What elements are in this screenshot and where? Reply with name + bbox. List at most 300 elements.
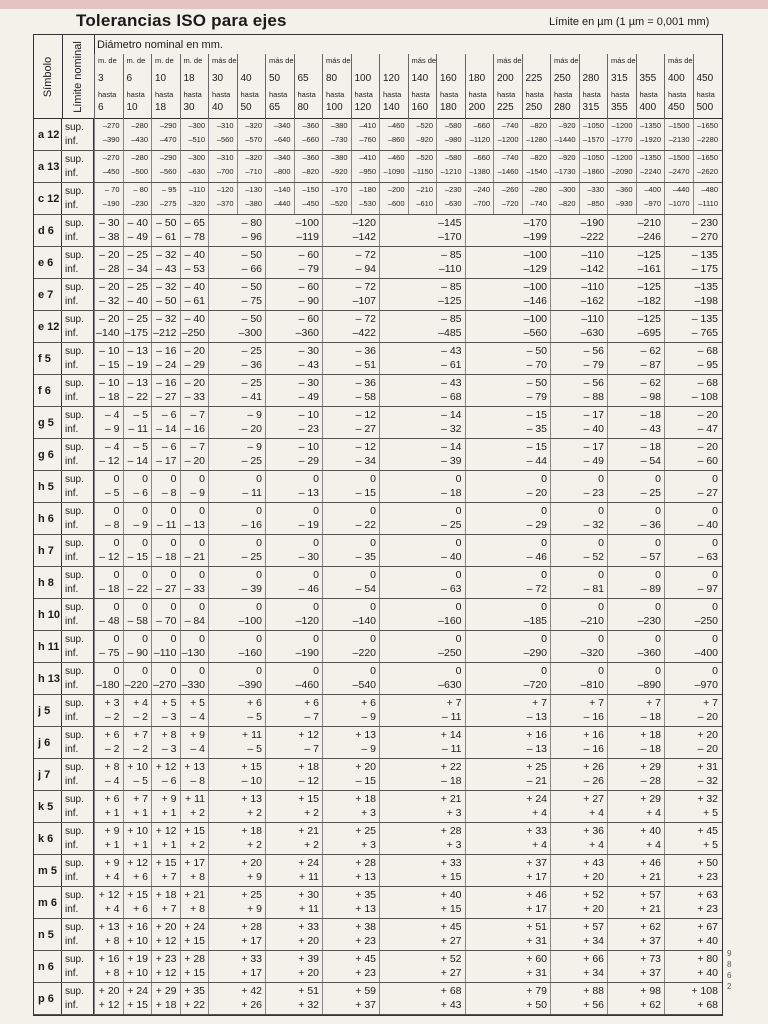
upper-deviation-value: 0 <box>370 600 376 613</box>
upper-deviation-value: –820 <box>530 120 547 130</box>
lower-deviation-value: –170 <box>438 231 462 243</box>
lower-deviation-value: –1210 <box>440 167 462 176</box>
lower-deviation-value: –160 <box>438 615 462 627</box>
lower-deviation-value: – 32 <box>441 423 462 435</box>
lower-deviation-value: + 15 <box>184 935 205 947</box>
upper-deviation-value: –1350 <box>640 120 661 130</box>
lower-deviation-value: – 75 <box>241 295 262 307</box>
lower-limit-label: inf. <box>65 519 79 531</box>
lower-deviation-value: + 20 <box>298 935 319 947</box>
upper-deviation-value: + 45 <box>355 952 376 965</box>
lower-deviation-value: –1540 <box>526 167 547 176</box>
lower-deviation-value: + 12 <box>155 935 177 947</box>
upper-deviation-value: –820 <box>530 152 547 162</box>
lower-deviation-value: –129 <box>523 263 547 275</box>
table-row <box>34 887 722 919</box>
upper-deviation-value: + 7 <box>532 696 547 709</box>
lower-deviation-value: – 43 <box>640 423 661 435</box>
upper-deviation-value: + 29 <box>155 984 177 997</box>
column-to-value: 355 <box>611 102 628 113</box>
lower-limit-label: inf. <box>65 807 79 819</box>
table-row <box>34 375 722 407</box>
upper-deviation-value: –660 <box>473 152 490 162</box>
lower-deviation-value: + 20 <box>298 967 319 979</box>
lower-deviation-value: – 17 <box>156 455 177 467</box>
lower-limit-label: inf. <box>65 647 79 659</box>
upper-deviation-value: + 24 <box>184 920 205 933</box>
lower-deviation-value: –730 <box>330 135 348 144</box>
upper-deviation-value: + 7 <box>133 792 148 805</box>
lower-deviation-value: – 88 <box>583 391 604 403</box>
lower-limit-label: inf. <box>65 295 79 307</box>
diameter-column <box>693 54 722 119</box>
upper-deviation-value: –100 <box>295 216 319 229</box>
upper-deviation-value: –440 <box>672 184 690 194</box>
lower-deviation-value: + 2 <box>190 807 205 819</box>
upper-deviation-value: – 32 <box>156 312 177 325</box>
upper-deviation-value: + 29 <box>640 792 661 805</box>
upper-deviation-value: 0 <box>598 632 604 645</box>
column-from-value: 100 <box>354 73 372 84</box>
upper-limit-label: sup. <box>65 345 84 357</box>
lower-deviation-value: –140 <box>96 327 120 339</box>
upper-deviation-value: + 6 <box>104 792 120 805</box>
lower-deviation-value: + 31 <box>526 935 547 947</box>
upper-limit-label: sup. <box>65 153 84 165</box>
upper-limit-label: sup. <box>65 313 84 325</box>
lower-deviation-value: – 22 <box>355 519 376 531</box>
upper-deviation-value: + 4 <box>133 696 148 709</box>
upper-deviation-value: 0 <box>598 504 604 517</box>
upper-limit-label: sup. <box>65 889 84 901</box>
lower-deviation-value: –570 <box>245 135 262 144</box>
upper-deviation-value: + 12 <box>127 856 148 869</box>
tolerance-symbol: h 5 <box>38 480 54 493</box>
upper-deviation-value: + 13 <box>98 920 120 933</box>
lower-deviation-value: – 2 <box>104 743 120 755</box>
upper-deviation-value: + 40 <box>440 888 462 901</box>
lower-deviation-value: –860 <box>387 135 405 144</box>
lower-deviation-value: –130 <box>181 647 205 659</box>
upper-deviation-value: + 45 <box>697 824 718 837</box>
upper-deviation-value: – 9 <box>247 440 262 453</box>
upper-deviation-value: 0 <box>598 472 604 485</box>
column-from-value: 400 <box>668 73 685 84</box>
lower-deviation-value: –1200 <box>497 135 519 144</box>
lower-deviation-value: + 17 <box>241 935 262 947</box>
lower-deviation-value: –300 <box>238 327 262 339</box>
upper-deviation-value: + 25 <box>355 824 376 837</box>
upper-deviation-value: 0 <box>598 664 604 677</box>
lower-deviation-value: – 33 <box>184 391 205 403</box>
upper-limit-label: sup. <box>65 793 84 805</box>
column-from-value: 140 <box>411 73 429 84</box>
lower-deviation-value: –850 <box>587 199 604 208</box>
upper-deviation-value: 0 <box>370 664 376 677</box>
table-row <box>34 855 722 887</box>
column-to-value: 280 <box>554 102 571 113</box>
lower-deviation-value: – 5 <box>247 711 262 723</box>
upper-deviation-value: – 12 <box>355 408 376 421</box>
upper-deviation-value: 0 <box>598 600 604 613</box>
limit-labels-cell <box>62 887 94 918</box>
tolerance-symbol: a 13 <box>38 160 60 173</box>
upper-deviation-value: –1500 <box>668 152 690 162</box>
lower-deviation-value: –560 <box>523 327 547 339</box>
upper-deviation-value: –270 <box>102 120 120 130</box>
column-to-label: hasta <box>269 90 288 99</box>
upper-deviation-value: –100 <box>523 248 547 261</box>
lower-deviation-value: –380 <box>245 199 262 208</box>
lower-deviation-value: – 66 <box>241 263 262 275</box>
table-row <box>34 343 722 375</box>
lower-deviation-value: – 61 <box>441 359 462 371</box>
tolerance-symbol-cell <box>34 695 62 726</box>
lower-deviation-value: – 23 <box>583 487 604 499</box>
lower-deviation-value: – 19 <box>298 519 319 531</box>
upper-deviation-value: –110 <box>188 184 205 194</box>
lower-deviation-value: + 4 <box>104 871 120 883</box>
lower-deviation-value: – 63 <box>441 583 462 595</box>
upper-deviation-value: + 17 <box>184 856 205 869</box>
lower-deviation-value: + 23 <box>355 967 376 979</box>
upper-deviation-value: – 5 <box>133 440 148 453</box>
upper-deviation-value: – 40 <box>184 312 205 325</box>
upper-deviation-value: – 15 <box>526 408 547 421</box>
column-to-label: hasta <box>411 90 430 99</box>
upper-deviation-value: + 20 <box>98 984 120 997</box>
lower-deviation-value: –100 <box>238 615 262 627</box>
upper-deviation-value: – 20 <box>99 248 120 261</box>
lower-deviation-value: + 62 <box>640 999 661 1011</box>
top-edge-band <box>0 0 768 9</box>
upper-deviation-value: + 12 <box>155 760 177 773</box>
lower-deviation-value: – 15 <box>355 487 376 499</box>
upper-deviation-value: + 15 <box>184 824 205 837</box>
upper-deviation-value: + 11 <box>185 792 205 805</box>
margin-mark: 9 <box>727 949 732 958</box>
upper-deviation-value: 0 <box>712 568 718 581</box>
lower-limit-label: inf. <box>65 551 79 563</box>
lower-deviation-value: + 8 <box>104 967 120 979</box>
upper-deviation-value: –320 <box>245 120 262 130</box>
upper-deviation-value: 0 <box>455 664 462 677</box>
upper-deviation-value: + 16 <box>98 952 120 965</box>
upper-deviation-value: + 6 <box>104 728 120 741</box>
upper-deviation-value: 0 <box>655 536 661 549</box>
upper-deviation-value: – 4 <box>104 408 120 421</box>
lower-deviation-value: –980 <box>444 135 462 144</box>
lower-deviation-value: –107 <box>352 295 376 307</box>
lower-deviation-value: –360 <box>637 647 661 659</box>
upper-deviation-value: –300 <box>188 120 205 130</box>
margin-mark: 8 <box>727 960 732 969</box>
upper-deviation-value: 0 <box>142 632 148 645</box>
upper-deviation-value: –125 <box>637 280 661 293</box>
upper-deviation-value: 0 <box>655 632 661 645</box>
diameter-column <box>579 54 608 119</box>
upper-limit-label: sup. <box>65 985 84 997</box>
upper-deviation-value: 0 <box>370 536 376 549</box>
table-row <box>34 727 722 759</box>
upper-deviation-value: –180 <box>359 184 376 194</box>
table-row <box>34 919 722 951</box>
tolerance-symbol: h 7 <box>38 544 54 557</box>
lower-deviation-value: –450 <box>102 167 120 176</box>
upper-deviation-value: + 42 <box>241 984 262 997</box>
upper-deviation-value: + 6 <box>247 696 262 709</box>
tolerance-symbol: k 6 <box>38 832 54 845</box>
lower-deviation-value: + 9 <box>247 903 262 915</box>
upper-deviation-value: – 85 <box>441 280 462 293</box>
lower-deviation-value: + 13 <box>355 903 376 915</box>
table-row <box>34 407 722 439</box>
tolerance-symbol-cell <box>34 759 62 790</box>
diameter-column <box>465 54 494 119</box>
upper-deviation-value: –170 <box>523 216 547 229</box>
upper-deviation-value: 0 <box>199 664 205 677</box>
lower-limit-label: inf. <box>65 135 79 147</box>
lower-limit-label: inf. <box>65 615 79 627</box>
upper-deviation-value: + 33 <box>526 824 547 837</box>
upper-deviation-value: –310 <box>216 152 234 162</box>
upper-deviation-value: – 10 <box>99 376 120 389</box>
upper-deviation-value: –330 <box>587 184 604 194</box>
lower-deviation-value: –470 <box>159 135 177 144</box>
upper-deviation-value: + 73 <box>640 952 661 965</box>
table-row <box>34 471 722 503</box>
upper-deviation-value: 0 <box>170 536 177 549</box>
upper-deviation-value: – 40 <box>184 248 205 261</box>
upper-deviation-value: –125 <box>637 248 661 261</box>
column-top-label: más de <box>497 56 522 65</box>
upper-deviation-value: –360 <box>615 184 633 194</box>
lower-deviation-value: + 9 <box>247 871 262 883</box>
upper-deviation-value: + 67 <box>697 920 718 933</box>
upper-deviation-value: + 12 <box>155 824 177 837</box>
upper-deviation-value: –300 <box>558 184 576 194</box>
lower-deviation-value: – 28 <box>99 263 120 275</box>
upper-deviation-value: –410 <box>359 120 376 130</box>
upper-limit-label: sup. <box>65 953 84 965</box>
upper-deviation-value: – 68 <box>697 344 718 357</box>
lower-deviation-value: – 34 <box>127 263 148 275</box>
upper-deviation-value: – 135 <box>691 248 718 261</box>
lower-deviation-value: –630 <box>188 167 205 176</box>
lower-deviation-value: + 7 <box>161 871 177 883</box>
upper-deviation-value: + 25 <box>241 888 262 901</box>
upper-deviation-value: –280 <box>131 120 148 130</box>
lower-deviation-value: + 2 <box>190 839 205 851</box>
lower-deviation-value: + 32 <box>298 999 319 1011</box>
lower-deviation-value: – 26 <box>583 775 604 787</box>
lower-deviation-value: –119 <box>296 231 319 243</box>
upper-deviation-value: + 50 <box>697 856 718 869</box>
lower-deviation-value: –162 <box>580 295 604 307</box>
lower-deviation-value: –630 <box>438 679 462 691</box>
column-to-label: hasta <box>98 90 117 99</box>
upper-deviation-value: 0 <box>541 472 547 485</box>
lower-deviation-value: – 6 <box>161 775 177 787</box>
lower-deviation-value: + 23 <box>355 935 376 947</box>
upper-deviation-value: 0 <box>455 504 462 517</box>
lower-deviation-value: – 58 <box>127 615 148 627</box>
upper-deviation-value: + 35 <box>355 888 376 901</box>
upper-deviation-value: + 27 <box>583 792 604 805</box>
lower-deviation-value: – 15 <box>127 551 148 563</box>
lower-deviation-value: – 15 <box>99 359 120 371</box>
lower-deviation-value: – 28 <box>640 775 661 787</box>
upper-deviation-value: – 43 <box>441 344 462 357</box>
upper-deviation-value: + 20 <box>355 760 376 773</box>
lower-deviation-value: –110 <box>438 263 462 275</box>
upper-deviation-value: – 85 <box>441 312 462 325</box>
column-from-value: 450 <box>696 73 714 84</box>
limit-labels-cell <box>62 599 94 630</box>
lower-deviation-value: – 25 <box>241 551 262 563</box>
lower-deviation-value: –190 <box>295 647 319 659</box>
lower-deviation-value: + 8 <box>104 935 120 947</box>
upper-deviation-value: + 7 <box>646 696 661 709</box>
upper-deviation-value: –110 <box>581 280 604 293</box>
lower-deviation-value: – 87 <box>640 359 661 371</box>
lower-deviation-value: + 4 <box>589 807 604 819</box>
upper-deviation-value: 0 <box>655 600 661 613</box>
lower-deviation-value: – 25 <box>441 519 462 531</box>
lower-deviation-value: – 40 <box>583 423 604 435</box>
limit-labels-cell <box>62 727 94 758</box>
column-from-value: 50 <box>269 73 281 84</box>
lower-limit-label: inf. <box>65 423 79 435</box>
lower-deviation-value: – 40 <box>127 295 148 307</box>
lower-deviation-value: – 765 <box>691 327 718 339</box>
upper-deviation-value: –740 <box>501 152 519 162</box>
lower-deviation-value: –520 <box>330 199 348 208</box>
column-top-label: más de <box>668 56 693 65</box>
upper-deviation-value: + 33 <box>440 856 462 869</box>
tolerance-symbol-cell <box>34 567 62 598</box>
upper-deviation-value: – 135 <box>691 312 718 325</box>
upper-deviation-value: –120 <box>216 184 234 194</box>
table-row <box>34 279 722 311</box>
lower-deviation-value: – 9 <box>361 711 376 723</box>
lower-deviation-value: + 6 <box>133 903 148 915</box>
lower-deviation-value: – 57 <box>640 551 661 563</box>
upper-deviation-value: –110 <box>581 312 604 325</box>
column-to-label: hasta <box>440 90 459 99</box>
upper-deviation-value: + 22 <box>440 760 462 773</box>
lower-deviation-value: –430 <box>131 135 148 144</box>
lower-deviation-value: + 5 <box>703 807 718 819</box>
upper-deviation-value: 0 <box>541 568 547 581</box>
tolerance-symbol-cell <box>34 951 62 982</box>
column-to-label: hasta <box>668 90 687 99</box>
lower-deviation-value: – 21 <box>526 775 547 787</box>
upper-deviation-value: 0 <box>712 600 718 613</box>
lower-deviation-value: – 3 <box>161 743 177 755</box>
tolerance-table <box>33 34 723 1016</box>
lower-limit-label: inf. <box>65 999 79 1011</box>
lower-deviation-value: – 38 <box>99 231 120 243</box>
lower-limit-label: inf. <box>65 871 79 883</box>
upper-deviation-value: – 50 <box>241 280 262 293</box>
lower-deviation-value: – 7 <box>304 711 319 723</box>
upper-deviation-value: – 13 <box>127 344 148 357</box>
lower-deviation-value: – 49 <box>127 231 148 243</box>
upper-deviation-value: – 60 <box>298 312 319 325</box>
upper-deviation-value: + 18 <box>640 728 661 741</box>
upper-deviation-value: – 40 <box>127 216 148 229</box>
upper-limit-label: sup. <box>65 249 84 261</box>
lower-deviation-value: + 3 <box>446 839 462 851</box>
lower-limit-label: inf. <box>65 775 79 787</box>
upper-deviation-value: –580 <box>444 120 462 130</box>
upper-deviation-value: – 50 <box>526 376 547 389</box>
lower-deviation-value: – 20 <box>697 743 718 755</box>
upper-deviation-value: –400 <box>644 184 661 194</box>
lower-deviation-value: + 3 <box>446 807 462 819</box>
upper-deviation-value: –740 <box>501 120 519 130</box>
lower-deviation-value: –185 <box>523 615 547 627</box>
upper-deviation-value: –130 <box>245 184 262 194</box>
lower-limit-label: inf. <box>65 231 79 243</box>
lower-deviation-value: + 15 <box>440 903 462 915</box>
column-from-value: 250 <box>554 73 571 84</box>
upper-deviation-value: + 9 <box>104 856 120 869</box>
lower-limit-label: inf. <box>65 903 79 915</box>
lower-limit-label: inf. <box>65 199 79 211</box>
upper-deviation-value: + 16 <box>127 920 148 933</box>
diameter-column <box>265 54 294 119</box>
upper-deviation-value: 0 <box>712 536 718 549</box>
lower-deviation-value: + 27 <box>440 967 462 979</box>
lower-deviation-value: + 20 <box>583 871 604 883</box>
lower-deviation-value: + 4 <box>104 903 120 915</box>
lower-deviation-value: –2240 <box>640 167 661 176</box>
lower-deviation-value: + 26 <box>241 999 262 1011</box>
lower-deviation-value: – 48 <box>99 615 120 627</box>
tolerance-symbol: h 6 <box>38 512 54 525</box>
column-to-value: 500 <box>696 102 714 113</box>
lower-deviation-value: – 2 <box>133 711 148 723</box>
upper-deviation-value: – 80 <box>133 184 148 194</box>
upper-deviation-value: – 17 <box>583 440 604 453</box>
lower-deviation-value: – 33 <box>184 583 205 595</box>
upper-limit-label: sup. <box>65 281 84 293</box>
column-top-label: más de <box>611 56 636 65</box>
tolerance-symbol-cell <box>34 279 62 310</box>
upper-deviation-value: –1200 <box>611 120 633 130</box>
lower-deviation-value: – 2 <box>133 743 148 755</box>
upper-limit-label: sup. <box>65 121 84 133</box>
lower-deviation-value: –390 <box>102 135 120 144</box>
upper-deviation-value: –1050 <box>583 120 604 130</box>
upper-deviation-value: 0 <box>256 536 262 549</box>
upper-deviation-value: 0 <box>142 664 148 677</box>
upper-deviation-value: 0 <box>170 632 177 645</box>
upper-deviation-value: 0 <box>598 568 604 581</box>
lower-deviation-value: – 29 <box>184 359 205 371</box>
column-to-label: hasta <box>155 90 174 99</box>
lower-deviation-value: –560 <box>159 167 177 176</box>
upper-deviation-value: 0 <box>455 568 462 581</box>
tolerance-symbol-cell <box>34 887 62 918</box>
upper-deviation-value: –340 <box>273 152 291 162</box>
column-from-value: 315 <box>611 73 628 84</box>
lower-deviation-value: – 95 <box>697 359 718 371</box>
lower-deviation-value: –246 <box>637 231 661 243</box>
upper-deviation-value: + 33 <box>241 952 262 965</box>
